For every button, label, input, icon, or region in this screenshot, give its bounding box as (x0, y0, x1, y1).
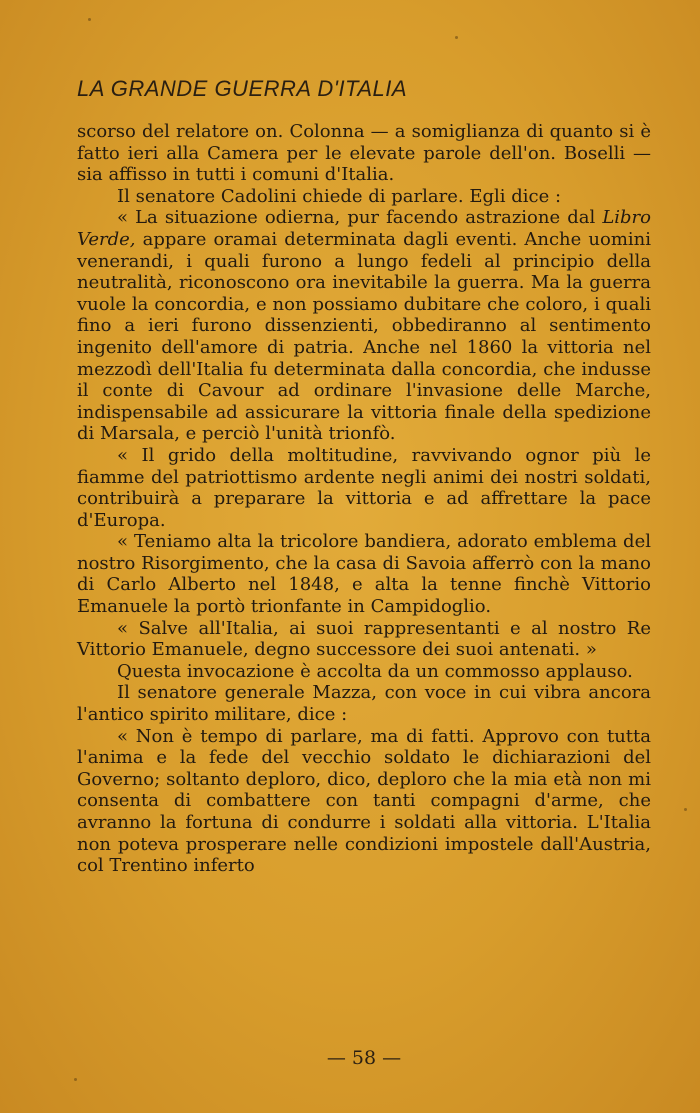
book-page (77, 0, 651, 1113)
paper-speck (74, 1078, 77, 1081)
paragraph: Il senatore Cadolini chiede di parlare. Egli dice : (117, 185, 562, 207)
paragraph (77, 207, 651, 445)
paragraph: « Salve all'Italia, ai suoi rappresentanti e al nostro Re Vittorio Emanuele, degno successore dei suoi antenati. » (77, 617, 651, 661)
paragraph: « Teniamo alta la tricolore bandiera, adorato emblema del nostro Risorgimento, che la casa di Savoia afferrò con la mano di Carlo Alberto nel 1848, e alta la tenne finchè Vittorio Emanuele la portò trionfante in Campidoglio. (77, 531, 651, 618)
paper-speck (455, 36, 458, 39)
paragraph: scorso del relatore on. Colonna — a somiglianza di quanto si è fatto ieri alla Camera per le elevate parole dell'on. Boselli — sia affisso in tutti i comuni d'Italia. (77, 121, 651, 186)
paragraph: Il senatore generale Mazza, con voce in cui vibra ancora l'antico spirito militare, dice : (77, 682, 651, 726)
page-number: — 58 — (326, 1047, 402, 1069)
paragraph-text: appare oramai determinata dagli eventi. Anche uomini venerandi, i quali furono a lungo fedeli al principio della neutralità, riconoscono ora inevitabile la guerra. Ma la guerra vuole la concordia, e non possiamo dubitare che coloro, i quali fino a ieri furono dissenzienti, obbediranno al sentimento ingenito dell'amore di patria. Anche nel 1860 la vittoria nel mezzodì dell'Italia fu determinata dalla concordia, che indusse il conte di Cavour ad ordinare l'invasione delle Marche, indispensabile ad assicurare la vittoria finale della spedizione di Marsala, e perciò l'unità trionfò. (77, 228, 651, 445)
body-text (77, 121, 651, 877)
italic-book-title: Libro Verde, (77, 207, 651, 250)
paragraph-text: « La situazione odierna, pur facendo astrazione dal (117, 207, 603, 229)
paragraph: « Il grido della moltitudine, ravvivando ognor più le fiamme del patriottismo ardente negli animi dei nostri soldati, contribuirà a preparare la vittoria e ad affrettare la pace d'Europa. (77, 444, 651, 531)
paragraph: Questa invocazione è accolta da un commosso applauso. (117, 660, 633, 682)
paper-speck (684, 808, 687, 811)
running-header: LA GRANDE GUERRA D'ITALIA (77, 76, 408, 101)
paragraph: « Non è tempo di parlare, ma di fatti. Approvo con tutta l'anima e la fede del vecchio soldato le dichiarazioni del Governo; soltanto deploro, dico, deploro che la mia età non mi consenta di combattere con tanti compagni d'arme, che avranno la fortuna di condurre i soldati alla vittoria. L'Italia non poteva prosperare nelle condizioni impostele dall'Austria, col Trentino inferto (77, 725, 651, 877)
paper-speck (88, 18, 91, 21)
